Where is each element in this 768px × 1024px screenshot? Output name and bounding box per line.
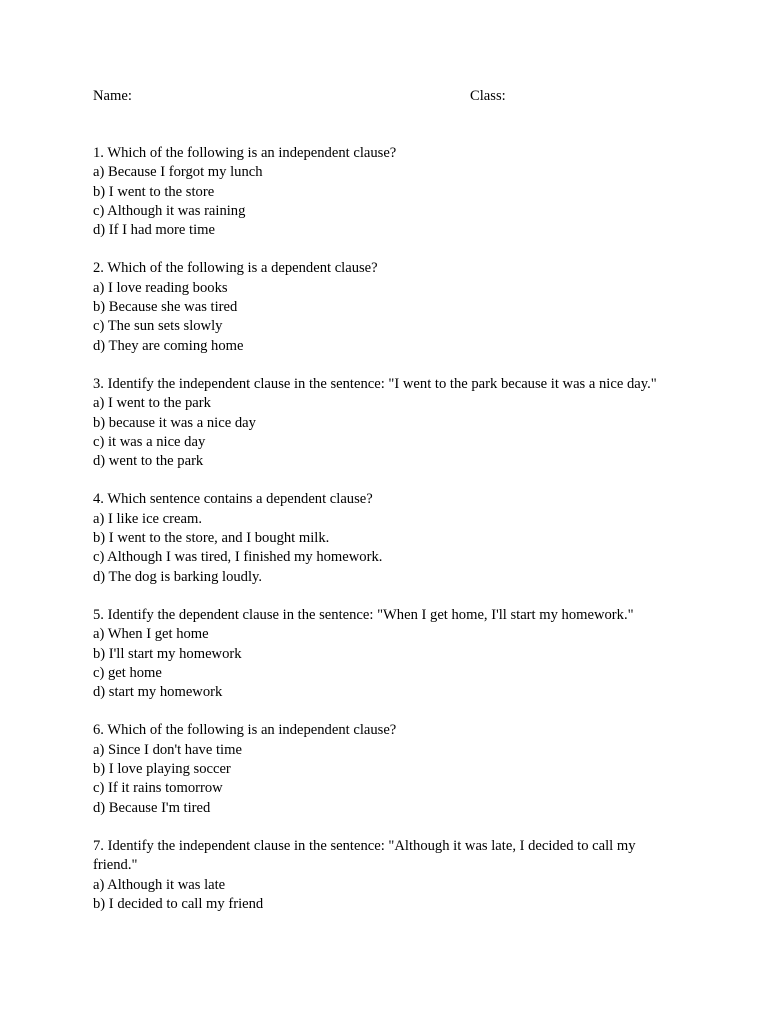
answer-option: b) I went to the store, and I bought milk. — [93, 530, 330, 547]
answer-option: b) Because she was tired — [93, 299, 238, 316]
question-4 — [93, 490, 683, 586]
answer-option: b) I'll start my homework — [93, 645, 242, 662]
answer-option: d) Because I'm tired — [93, 799, 211, 816]
answer-option: c) Although it was raining — [93, 202, 246, 219]
question-1 — [93, 144, 683, 240]
answer-option: b) I love playing soccer — [93, 761, 231, 778]
name-label: Name: — [93, 88, 132, 104]
question-prompt: 6. Which of the following is an independent clause? — [93, 722, 397, 739]
answer-option: a) I went to the park — [93, 395, 211, 412]
answer-option: a) I love reading books — [93, 279, 228, 296]
answer-option: a) I like ice cream. — [93, 510, 202, 527]
answer-option: d) The dog is barking loudly. — [93, 568, 263, 585]
answer-option: a) When I get home — [93, 626, 209, 643]
answer-option: b) I decided to call my friend — [93, 895, 264, 912]
class-label: Class: — [470, 88, 506, 104]
question-list — [93, 144, 683, 914]
answer-option: a) Since I don't have time — [93, 741, 242, 758]
worksheet-page — [93, 86, 683, 933]
worksheet-header — [93, 86, 683, 106]
question-6 — [93, 721, 683, 817]
answer-option: b) I went to the store — [93, 183, 215, 200]
answer-option: d) They are coming home — [93, 337, 244, 354]
answer-option: d) went to the park — [93, 453, 204, 470]
question-prompt: 4. Which sentence contains a dependent clause? — [93, 491, 373, 508]
question-prompt: 2. Which of the following is a dependent clause? — [93, 260, 378, 277]
answer-option: b) because it was a nice day — [93, 414, 256, 431]
question-7 — [93, 837, 683, 914]
answer-option: c) If it rains tomorrow — [93, 780, 223, 797]
answer-option: d) If I had more time — [93, 222, 215, 239]
answer-option: c) Although I was tired, I finished my homework. — [93, 549, 383, 566]
answer-option: c) The sun sets slowly — [93, 318, 223, 335]
question-prompt: 1. Which of the following is an independent clause? — [93, 145, 397, 161]
answer-option: d) start my homework — [93, 684, 223, 701]
question-prompt: 5. Identify the dependent clause in the sentence: "When I get home, I'll start my homework." — [93, 606, 634, 623]
question-prompt: 3. Identify the independent clause in the sentence: "I went to the park because it was a nice day." — [93, 375, 657, 392]
question-3 — [93, 375, 683, 471]
question-5 — [93, 606, 683, 702]
answer-option: a) Although it was late — [93, 876, 226, 893]
question-prompt: 7. Identify the independent clause in the sentence: "Although it was late, I decided to call my friend." — [93, 837, 636, 874]
answer-option: a) Because I forgot my lunch — [93, 164, 263, 181]
answer-option: c) it was a nice day — [93, 433, 206, 450]
question-2 — [93, 259, 683, 355]
answer-option: c) get home — [93, 664, 162, 681]
